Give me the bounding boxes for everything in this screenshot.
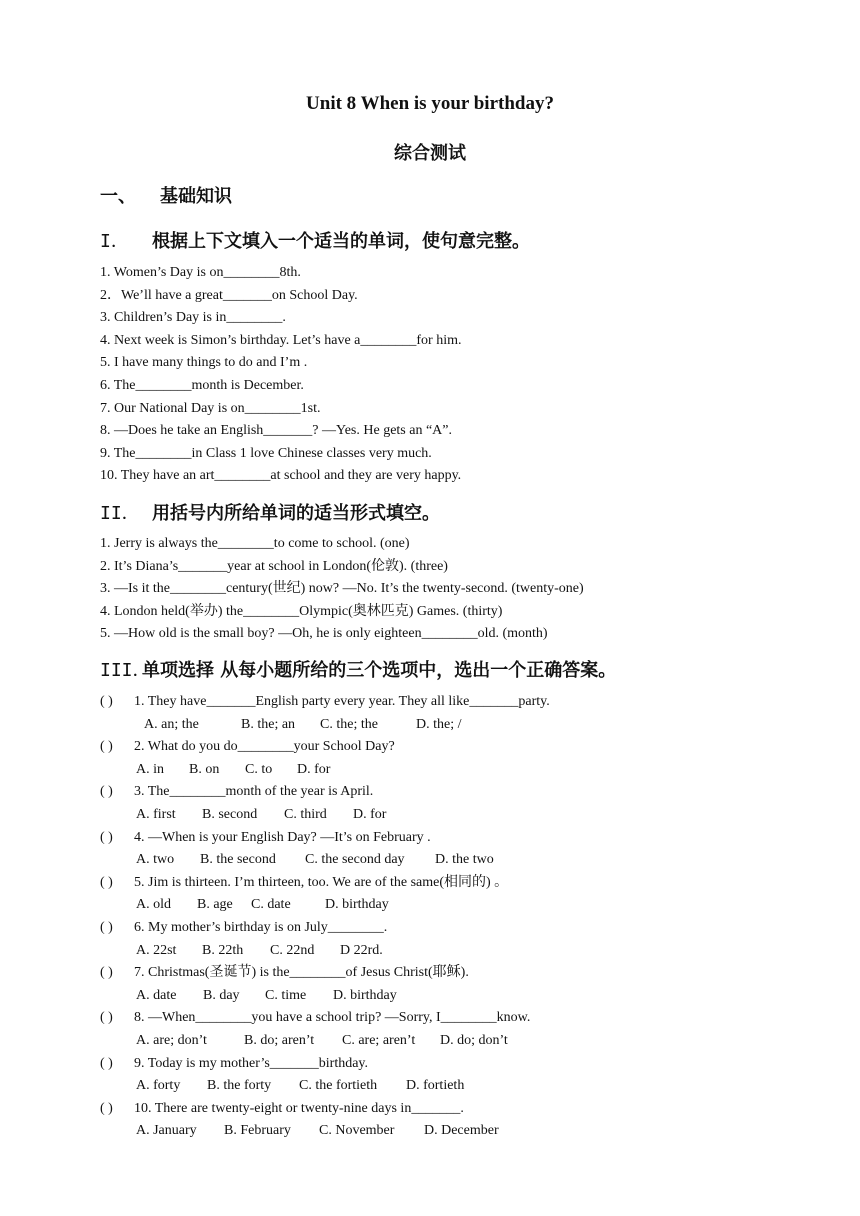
section-ii-heading [100,499,440,525]
part-label: 基础知识 [160,186,232,207]
option-c: C. the second day [305,852,405,868]
option-c: C. the; the [320,716,378,732]
option-a: A. old [136,897,171,913]
answer-paren: ( ) [100,920,113,935]
fill-blank-item: 2．We’ll have a great_______on School Day. [100,287,358,303]
question-text: 1. They have_______English party every year. They all like_______party. [134,694,550,709]
option-d: D. fortieth [406,1078,465,1094]
fill-blank-item: 9. The________in Class 1 love Chinese classes very much. [100,445,432,461]
answer-paren: ( ) [100,829,113,845]
section-iii-heading [100,656,616,682]
option-b: B. the forty [207,1078,272,1094]
option-a: A. 22st [136,942,177,958]
option-c: C. date [251,897,291,913]
option-b: B. 22th [202,942,244,958]
option-c: C. to [245,761,273,777]
section-label: 用括号内所给单词的适当形式填空。 [152,503,440,524]
option-d: D. the; / [416,716,462,732]
fill-blank-item: 1. Women’s Day is on________8th. [100,265,301,280]
question-text: 7. Christmas(圣诞节) is the________of Jesus Christ(耶稣). [134,965,469,981]
word-form-item: 1. Jerry is always the________to come to school. (one) [100,536,410,551]
word-form-item: 4. London held(举办) the________Olympic(奥林匹克) Games. (thirty) [100,603,503,619]
fill-blank-item: 8. —Does he take an English_______? —Yes. He gets an “A”. [100,423,453,439]
option-c: C. 22nd [270,942,315,958]
section-i-heading [100,227,530,253]
fill-blank-item: 5. I have many things to do and I’m . [100,355,308,371]
question-text: 9. Today is my mother’s_______birthday. [134,1055,369,1071]
document-subtitle: 综合测试 [394,143,466,164]
answer-paren: ( ) [100,784,113,800]
option-a: A. date [136,987,177,1003]
word-form-item: 5. —How old is the small boy? —Oh, he is only eighteen________old. (month) [100,626,548,642]
question-text: 5. Jim is thirteen. I’m thirteen, too. We are of the same(相同的) 。 [134,874,509,890]
part-number: 一、 [100,186,136,207]
option-c: C. third [284,807,327,822]
option-a: A. an; the [144,716,199,732]
question-text: 10. There are twenty-eight or twenty-nine days in_______. [134,1100,464,1116]
question-text: 3. The________month of the year is April. [134,784,374,800]
option-d: D. do; don’t [440,1033,508,1048]
word-form-item: 3. —Is it the________century(世纪) now? —No. It’s the twenty-second. (twenty-one) [100,581,584,597]
fill-blank-item: 7. Our National Day is on________1st. [100,400,321,416]
fill-blank-item: 3. Children’s Day is in________. [100,310,286,326]
option-c: C. time [265,987,307,1003]
option-a: A. in [136,761,164,777]
section-number: I． [100,231,129,252]
option-b: B. do; aren’t [244,1033,315,1048]
option-d: D. birthday [325,897,389,913]
option-a: A. forty [136,1078,181,1094]
option-b: B. age [197,897,233,913]
option-d: D. for [353,807,387,822]
option-d: D. for [297,761,331,777]
option-b: B. February [224,1123,291,1139]
option-b: B. second [202,807,258,822]
answer-paren: ( ) [100,694,113,709]
option-a: A. are; don’t [136,1033,207,1048]
answer-paren: ( ) [100,874,113,890]
section-label: 单项选择 从每小题所给的三个选项中，选出一个正确答案。 [142,660,617,681]
section-number: II． [100,503,140,524]
document-title: Unit 8 When is your birthday? [306,93,554,114]
option-b: B. the second [200,852,276,868]
section-number: III． [100,660,151,681]
option-d: D 22rd. [340,942,383,958]
fill-blank-item: 10. They have an art________at school and they are very happy. [100,468,462,484]
option-a: A. two [136,852,175,868]
section-label: 根据上下文填入一个适当的单词，使句意完整。 [152,231,530,252]
option-d: D. the two [435,852,494,868]
option-b: B. the; an [241,716,296,732]
fill-blank-item: 4. Next week is Simon’s birthday. Let’s have a________for him. [100,332,462,348]
option-b: B. day [203,987,240,1003]
option-c: C. are; aren’t [342,1033,416,1048]
question-text: 6. My mother’s birthday is on July________. [134,920,388,935]
word-form-item: 2. It’s Diana’s_______year at school in London(伦敦). (three) [100,558,448,574]
question-text: 8. —When________you have a school trip? —Sorry, I________know. [134,1010,531,1026]
option-b: B. on [189,761,220,777]
answer-paren: ( ) [100,965,113,981]
option-a: A. January [136,1123,197,1139]
option-c: C. November [319,1123,395,1139]
part-heading [100,182,232,208]
answer-paren: ( ) [100,739,113,755]
question-text: 2. What do you do________your School Day? [134,739,395,755]
option-d: D. birthday [333,987,397,1003]
option-c: C. the fortieth [299,1078,378,1094]
answer-paren: ( ) [100,1010,113,1026]
option-d: D. December [424,1123,499,1139]
fill-blank-item: 6. The________month is December. [100,378,304,393]
answer-paren: ( ) [100,1055,113,1071]
question-text: 4. —When is your English Day? —It’s on February . [134,829,431,845]
option-a: A. first [136,807,176,822]
answer-paren: ( ) [100,1100,113,1116]
